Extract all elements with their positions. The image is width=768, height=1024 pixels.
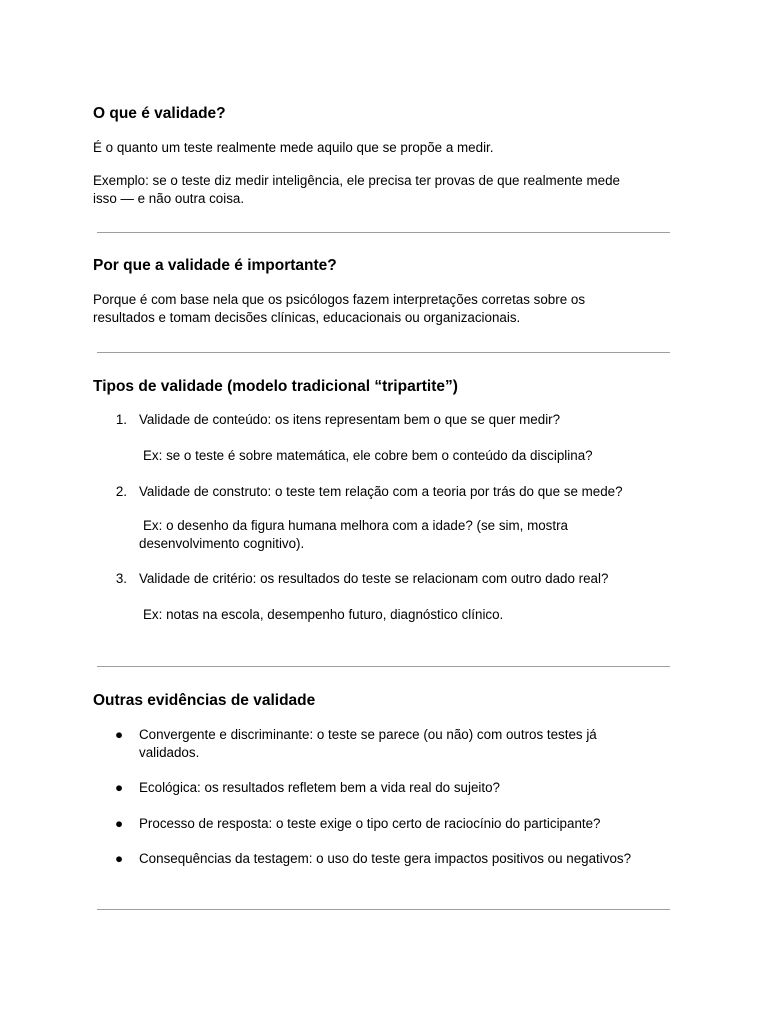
bullet-icon: ●: [115, 780, 124, 795]
example-text-line2: isso — e não outra coisa.: [93, 191, 245, 206]
section-title-validade: O que é validade?: [93, 105, 226, 122]
example-text-line1: Exemplo: se o teste diz medir inteligência, ele precisa ter provas de que realmente mede: [93, 173, 620, 188]
horizontal-rule: [97, 666, 670, 667]
bullet-item-text: Convergente e discriminante: o teste se parece (ou não) com outros testes já: [139, 727, 597, 742]
bullet-item-text-cont: validados.: [139, 745, 200, 760]
list-item-example-cont: desenvolvimento cognitivo).: [139, 536, 305, 551]
list-item-number: 3.: [115, 571, 127, 586]
horizontal-rule: [97, 909, 670, 910]
list-item-text: Validade de critério: os resultados do teste se relacionam com outro dado real?: [139, 571, 609, 586]
list-item-number: 2.: [115, 484, 127, 499]
bullet-icon: ●: [115, 816, 124, 831]
list-item-example: Ex: se o teste é sobre matemática, ele cobre bem o conteúdo da disciplina?: [143, 448, 593, 463]
list-item-text: Validade de construto: o teste tem relação com a teoria por trás do que se mede?: [139, 484, 623, 499]
importancia-text-line2: resultados e tomam decisões clínicas, educacionais ou organizacionais.: [93, 310, 521, 325]
horizontal-rule: [97, 232, 670, 233]
list-item-number: 1.: [115, 412, 127, 427]
horizontal-rule: [97, 352, 670, 353]
bullet-icon: ●: [115, 727, 124, 742]
bullet-icon: ●: [115, 851, 124, 866]
list-item-example: Ex: notas na escola, desempenho futuro, diagnóstico clínico.: [143, 607, 504, 622]
definition-text: É o quanto um teste realmente mede aquilo que se propõe a medir.: [93, 140, 494, 155]
bullet-item-text: Consequências da testagem: o uso do teste gera impactos positivos ou negativos?: [139, 851, 632, 866]
section-title-importancia: Por que a validade é importante?: [93, 257, 337, 274]
section-title-tipos: Tipos de validade (modelo tradicional “tripartite”): [93, 378, 458, 395]
importancia-text-line1: Porque é com base nela que os psicólogos fazem interpretações corretas sobre os: [93, 292, 586, 307]
section-title-outras: Outras evidências de validade: [93, 692, 316, 709]
bullet-item-text: Ecológica: os resultados refletem bem a vida real do sujeito?: [139, 780, 500, 795]
bullet-item-text: Processo de resposta: o teste exige o tipo certo de raciocínio do participante?: [139, 816, 601, 831]
list-item-example: Ex: o desenho da figura humana melhora com a idade? (se sim, mostra: [143, 518, 569, 533]
list-item-text: Validade de conteúdo: os itens representam bem o que se quer medir?: [139, 412, 561, 427]
